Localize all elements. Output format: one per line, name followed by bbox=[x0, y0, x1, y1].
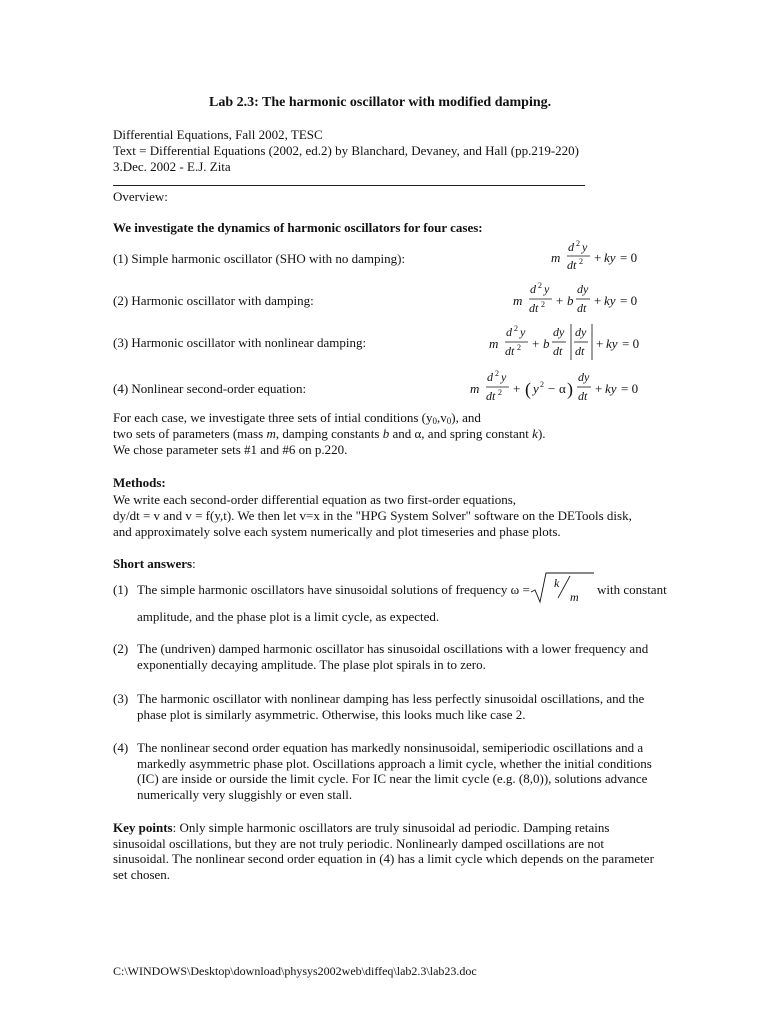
methods-line-1: We write each second-order differential equation as two first-order equations, bbox=[113, 492, 516, 507]
svg-text:2: 2 bbox=[498, 388, 502, 397]
text-reference-line: Text = Differential Equations (2002, ed.2) by Blanchard, Devaney, and Hall (pp.219-220) bbox=[113, 143, 579, 158]
svg-text:d: d bbox=[487, 370, 493, 384]
svg-text:m: m bbox=[470, 381, 480, 396]
omega-formula bbox=[528, 570, 598, 608]
svg-text:m: m bbox=[513, 293, 523, 308]
svg-text:dt: dt bbox=[575, 344, 585, 358]
svg-text:ky: ky bbox=[606, 336, 618, 351]
overview-intro: We investigate the dynamics of harmonic oscillators for four cases: bbox=[113, 220, 483, 235]
equation-damped bbox=[510, 278, 648, 318]
answer-4 bbox=[113, 740, 673, 802]
methods-line-3: and approximately solve each system numerically and plot timeseries and phase plots. bbox=[113, 524, 561, 539]
file-path-footer: C:\WINDOWS\Desktop\download\physys2002web\diffeq\lab2.3\lab23.doc bbox=[113, 964, 477, 978]
svg-text:+: + bbox=[595, 381, 603, 396]
answer-1-number: (1) bbox=[113, 582, 129, 597]
key-points-text: : Only simple harmonic oscillators are truly sinusoidal ad periodic. Damping retains sinusoidal oscillations, but they are not truly periodic. Nonlinearly damped oscillations are not sinusoidal. The nonlinear second order equation in (4) has a limit cycle which depends on the parameter set chosen. bbox=[113, 820, 654, 882]
svg-text:): ) bbox=[567, 379, 573, 399]
svg-text:dt: dt bbox=[567, 258, 577, 272]
svg-text:b: b bbox=[543, 336, 550, 351]
svg-text:d: d bbox=[506, 325, 512, 339]
case-2-label: (2) Harmonic oscillator with damping: bbox=[113, 293, 314, 308]
answer-1-text-line-2: amplitude, and the phase plot is a limit cycle, as expected. bbox=[137, 609, 440, 624]
answer-2-text: The (undriven) damped harmonic oscillator has sinusoidal oscillations with a lower frequency and exponentially decaying amplitude. The plase plot spirals in to zero. bbox=[137, 641, 649, 672]
svg-text:d: d bbox=[568, 240, 574, 254]
answer-2-number: (2) bbox=[113, 641, 129, 656]
svg-text:dt: dt bbox=[505, 344, 515, 358]
svg-text:+: + bbox=[594, 250, 602, 265]
answer-3-text: The harmonic oscillator with nonlinear damping has less perfectly sinusoidal oscillations, and the phase plot is similarly asymmetric. Otherwise, this looks much like case 2. bbox=[137, 691, 645, 722]
svg-text:(: ( bbox=[525, 379, 531, 399]
svg-text:y: y bbox=[582, 240, 588, 254]
svg-text:dy: dy bbox=[553, 325, 565, 339]
svg-text:dy: dy bbox=[578, 370, 590, 384]
svg-text:+: + bbox=[532, 336, 540, 351]
answer-3 bbox=[113, 691, 673, 722]
answer-2 bbox=[113, 641, 673, 672]
svg-text:2: 2 bbox=[579, 257, 583, 266]
equation-nonlinear-damping bbox=[486, 320, 648, 364]
svg-text:dt: dt bbox=[529, 301, 539, 315]
page-title: Lab 2.3: The harmonic oscillator with modified damping. bbox=[209, 95, 552, 110]
svg-text:dt: dt bbox=[553, 344, 563, 358]
answer-4-number: (4) bbox=[113, 740, 129, 755]
equation-sho bbox=[548, 236, 648, 276]
overview-heading: Overview: bbox=[113, 189, 168, 204]
svg-text:2: 2 bbox=[541, 300, 545, 309]
svg-text:m: m bbox=[570, 590, 579, 604]
svg-text:2: 2 bbox=[514, 324, 518, 333]
key-points-heading: Key points bbox=[113, 820, 173, 835]
svg-text:+: + bbox=[556, 293, 564, 308]
answer-1-text-end: with constant bbox=[597, 582, 667, 597]
svg-text:k: k bbox=[554, 576, 560, 590]
answer-4-text: The nonlinear second order equation has markedly nonsinusoidal, semiperiodic oscillations and a markedly asymmetric phase plot. Oscillations approach a limit cycle, whether the initial conditions (IC) are inside or ourside the limit cycle. For IC near the limit cycle (e.g. (8,0)), solutions advance numerically very sluggishly or even stall. bbox=[137, 740, 652, 802]
parameter-choice-line: We chose parameter sets #1 and #6 on p.220. bbox=[113, 442, 348, 457]
answer-3-number: (3) bbox=[113, 691, 129, 706]
case-4-label: (4) Nonlinear second-order equation: bbox=[113, 381, 307, 396]
svg-text:dy: dy bbox=[577, 282, 589, 296]
equation-nonlinear-second-order bbox=[467, 366, 648, 408]
svg-text:d: d bbox=[530, 282, 536, 296]
svg-text:= 0: = 0 bbox=[620, 250, 638, 265]
course-line: Differential Equations, Fall 2002, TESC bbox=[113, 127, 323, 142]
svg-text:= 0: = 0 bbox=[621, 381, 639, 396]
divider bbox=[113, 185, 585, 186]
case-1-label: (1) Simple harmonic oscillator (SHO with no damping): bbox=[113, 251, 406, 266]
svg-text:2: 2 bbox=[540, 380, 544, 389]
svg-text:dy: dy bbox=[575, 325, 587, 339]
svg-text:ky: ky bbox=[604, 293, 616, 308]
date-author-line: 3.Dec. 2002 - E.J. Zita bbox=[113, 159, 231, 174]
svg-text:y: y bbox=[501, 370, 507, 384]
svg-text:2: 2 bbox=[517, 343, 521, 352]
case-3-label: (3) Harmonic oscillator with nonlinear damping: bbox=[113, 335, 367, 350]
answer-1-text: The simple harmonic oscillators have sinusoidal solutions of frequency ω = bbox=[137, 582, 530, 597]
initial-conditions-line: For each case, we investigate three sets of intial conditions $(y_0,v_0)$, and bbox=[113, 410, 481, 426]
svg-text:= 0: = 0 bbox=[622, 336, 640, 351]
svg-text:+: + bbox=[594, 293, 602, 308]
key-points bbox=[113, 820, 658, 882]
short-answers-heading: Short answers: bbox=[113, 556, 196, 571]
svg-text:m: m bbox=[489, 336, 499, 351]
methods-heading: Methods: bbox=[113, 475, 166, 490]
svg-text:2: 2 bbox=[576, 239, 580, 248]
svg-text:y: y bbox=[533, 381, 539, 396]
svg-text:+: + bbox=[513, 381, 521, 396]
svg-text:b: b bbox=[567, 293, 574, 308]
svg-text:dt: dt bbox=[578, 389, 588, 403]
svg-text:ky: ky bbox=[604, 250, 616, 265]
svg-text:y: y bbox=[520, 325, 526, 339]
svg-text:2: 2 bbox=[495, 369, 499, 378]
svg-text:dt: dt bbox=[486, 389, 496, 403]
parameters-line: two sets of parameters (mass m, damping constants b and α, and spring constant k). bbox=[113, 426, 546, 441]
svg-text:dt: dt bbox=[577, 301, 587, 315]
svg-text:ky: ky bbox=[605, 381, 617, 396]
methods-line-2: dy/dt = v and v = f(y,t). We then let v=x in the "HPG System Solver" software on the DETools disk, bbox=[113, 508, 632, 523]
svg-text:α: α bbox=[559, 381, 566, 396]
svg-text:= 0: = 0 bbox=[620, 293, 638, 308]
svg-text:+: + bbox=[596, 336, 604, 351]
svg-text:2: 2 bbox=[538, 281, 542, 290]
svg-text:y: y bbox=[544, 282, 550, 296]
svg-text:−: − bbox=[548, 381, 556, 396]
svg-text:m: m bbox=[551, 250, 561, 265]
